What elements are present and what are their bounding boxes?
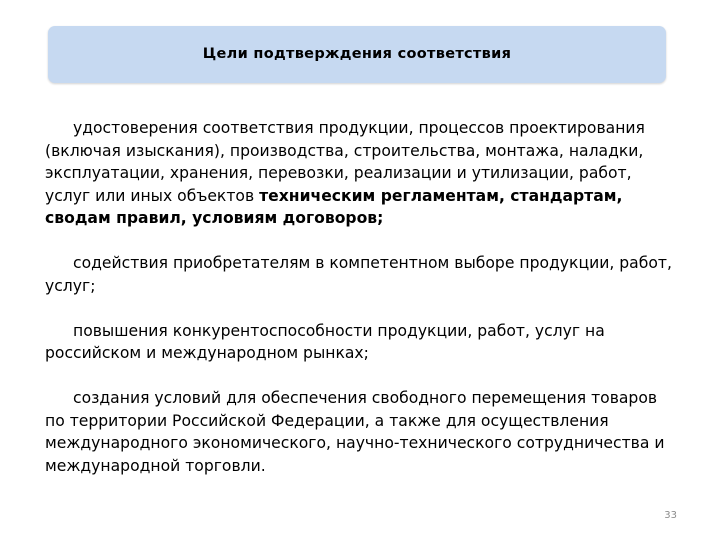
paragraph-conformity-certification	[45, 117, 677, 230]
paragraph-competitiveness	[45, 320, 677, 365]
paragraph-buyer-assistance	[45, 252, 677, 297]
paragraph-bold-text: техническим регламентам, стандартам, сводам правил, условиям договоров;	[45, 186, 623, 227]
slide-title-bar	[48, 26, 666, 83]
slide-title: Цели подтверждения соответствия	[202, 45, 512, 62]
paragraph-text: удостоверения соответствия продукции, процессов проектирования (включая изыскания), производства, строительства, монтажа, наладки, эксплуатации, хранения, перевозки, реализации и утилизации, работ, услуг или иных объектов	[45, 119, 645, 205]
page-number: 33	[664, 510, 677, 521]
slide-content	[45, 117, 677, 477]
paragraph-text: создания условий для обеспечения свободного перемещения товаров по территории Российской Федерации, а также для осуществления международного экономического, научно-технического сотрудничества и международной торговли.	[45, 389, 665, 475]
paragraph-text: содействия приобретателям в компетентном выборе продукции, работ, услуг;	[45, 254, 672, 295]
paragraph-text: повышения конкурентоспособности продукции, работ, услуг на российском и международном рынках;	[45, 321, 605, 362]
paragraph-free-movement	[45, 387, 677, 477]
